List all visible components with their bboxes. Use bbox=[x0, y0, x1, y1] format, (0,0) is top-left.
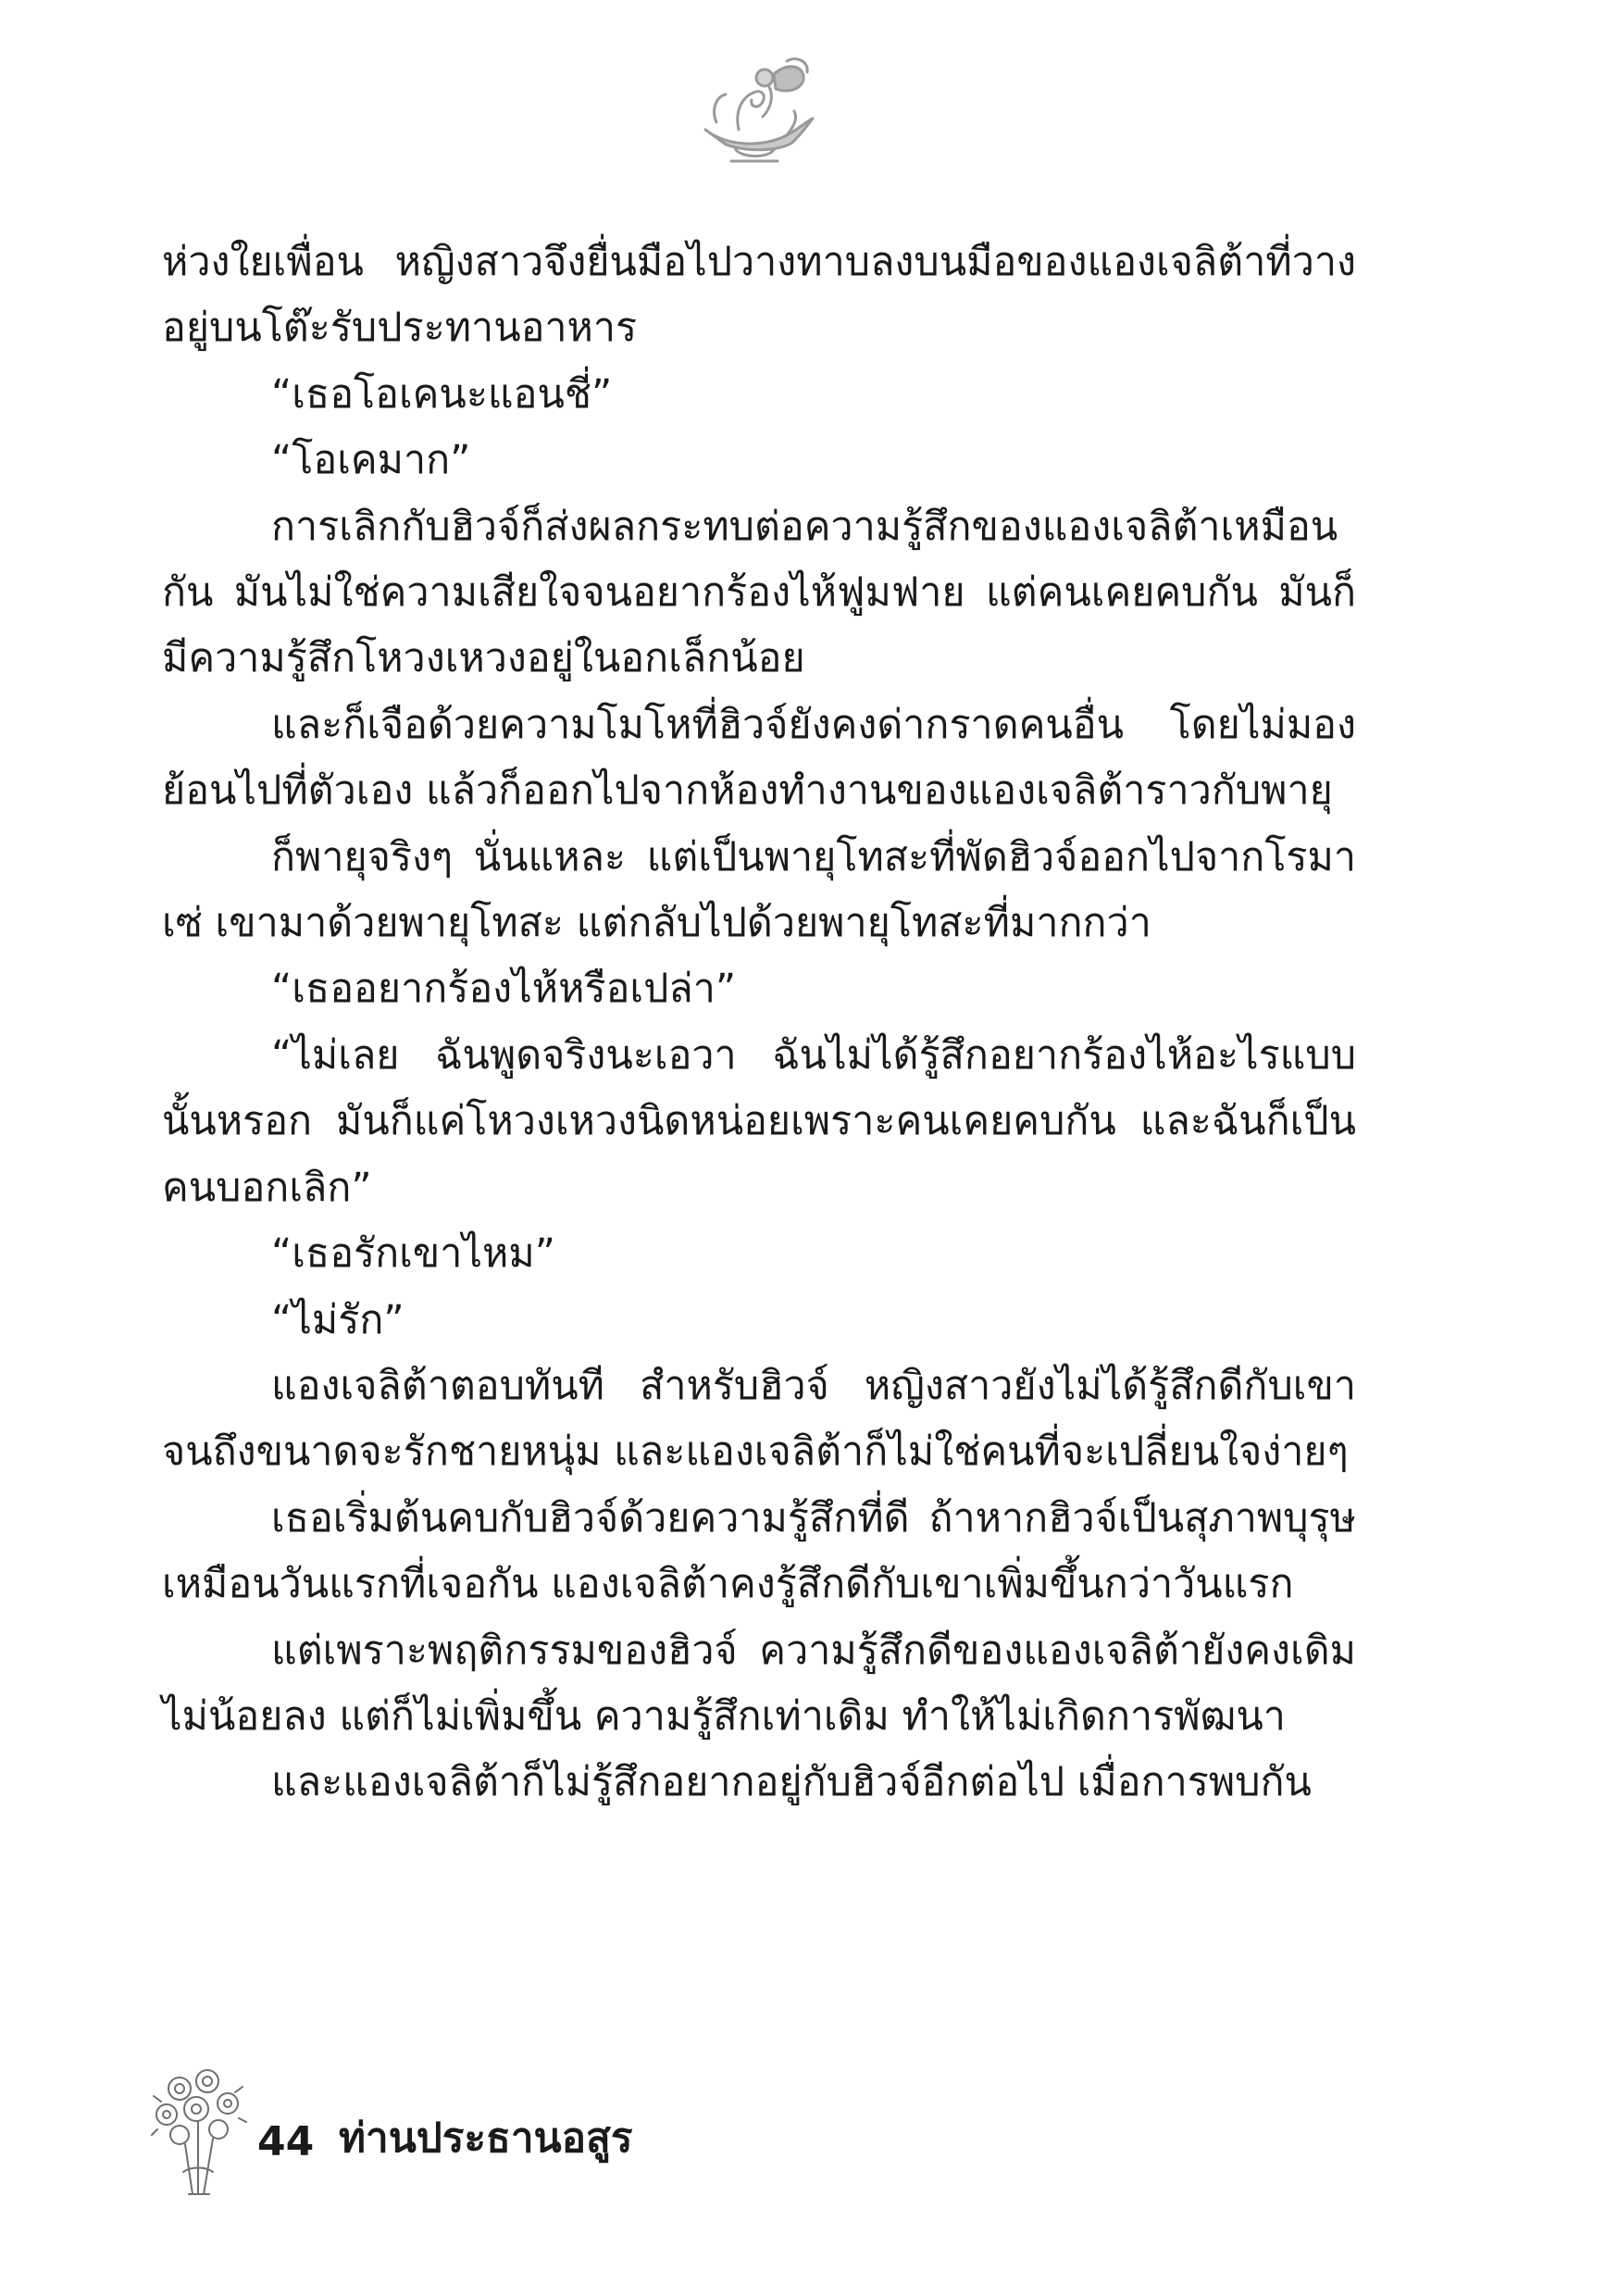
paragraph: “ไม่รัก” bbox=[271, 1296, 404, 1343]
paragraph: ห่วงใยเพื่อน หญิงสาวจึงยื่นมือไปวางทาบลงบนมือของแองเจลิต้าที่วางอยู่บนโต๊ะรับประทานอาหาร bbox=[162, 239, 1356, 352]
paragraph: แต่เพราะพฤติกรรมของฮิวจ์ ความรู้สึกดีของแองเจลิต้ายังคงเดิมไม่น้อยลง แต่ก็ไม่เพิ่มขึ้น ความรู้สึกเท่าเดิม ทำให้ไม่เกิดการพัฒนา bbox=[162, 1627, 1356, 1740]
page-footer bbox=[148, 2065, 796, 2203]
flower-bouquet-icon bbox=[148, 2065, 248, 2203]
paragraph: แองเจลิต้าตอบทันที สำหรับฮิวจ์ หญิงสาวยังไม่ได้รู้สึกดีกับเขาจนถึงขนาดจะรักชายหนุ่ม และแองเจลิต้าก็ไม่ใช่คนที่จะเปลี่ยนใจง่ายๆ bbox=[162, 1362, 1356, 1476]
paragraph: “ไม่เลย ฉันพูดจริงนะเอวา ฉันไม่ได้รู้สึกอยากร้องไห้อะไรแบบนั้นหรอก มันก็แค่โหวงเหวงนิดหน่อยเพราะคนเคยคบกัน และฉันก็เป็นคนบอกเลิก” bbox=[162, 1031, 1356, 1211]
page-number: 44 bbox=[257, 2118, 315, 2165]
paragraph: ก็พายุจริงๆ นั่นแหละ แต่เป็นพายุโทสะที่พัดฮิวจ์ออกไปจากโรมาเซ่ เขามาด้วยพายุโทสะ แต่กลับไปด้วยพายุโทสะที่มากกว่า bbox=[162, 833, 1356, 947]
body-text bbox=[162, 230, 1356, 1816]
paragraph: “โอเคมาก” bbox=[271, 437, 471, 484]
paragraph: และก็เจือด้วยความโมโหที่ฮิวจ์ยังคงด่ากราดคนอื่น โดยไม่มองย้อนไปที่ตัวเอง แล้วก็ออกไปจากห้องทำงานของแองเจลิต้าราวกับพายุ bbox=[162, 701, 1356, 815]
book-title: ท่านประธานอสูร bbox=[339, 2115, 633, 2162]
paragraph: “เธอโอเคนะแอนชี่” bbox=[271, 370, 613, 418]
paragraph: เธอเริ่มต้นคบกับฮิวจ์ด้วยความรู้สึกที่ดี ถ้าหากฮิวจ์เป็นสุภาพบุรุษเหมือนวันแรกที่เจอกัน แองเจลิต้าคงรู้สึกดีกับเขาเพิ่มขึ้นกว่าวันแรก bbox=[162, 1494, 1356, 1608]
paragraph: การเลิกกับฮิวจ์ก็ส่งผลกระทบต่อความรู้สึกของแองเจลิต้าเหมือนกัน มันไม่ใช่ความเสียใจจนอยากร้องไห้ฟูมฟาย แต่คนเคยคบกัน มันก็มีความรู้สึกโหวงเหวงอยู่ในอกเล็กน้อย bbox=[162, 503, 1356, 682]
lamp-cupid-ornament-icon bbox=[698, 57, 820, 167]
paragraph: “เธอรักเขาไหม” bbox=[271, 1230, 556, 1278]
paragraph: “เธออยากร้องไห้หรือเปล่า” bbox=[271, 966, 737, 1013]
paragraph: และแองเจลิต้าก็ไม่รู้สึกอยากอยู่กับฮิวจ์อีกต่อไป เมื่อการพบกัน bbox=[271, 1759, 1312, 1806]
